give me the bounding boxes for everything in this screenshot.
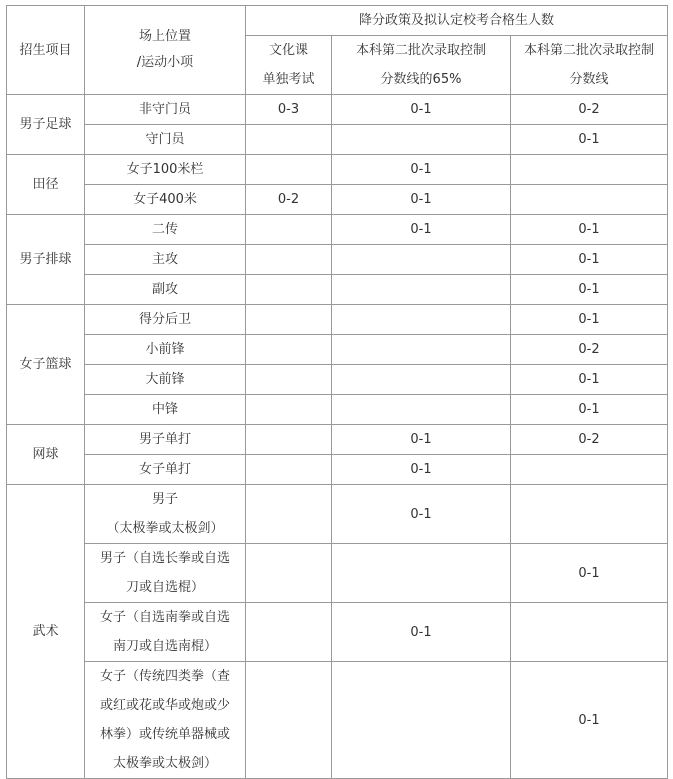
line-cell	[511, 485, 668, 544]
table-row	[7, 185, 668, 215]
position-cell	[85, 395, 246, 425]
p65-cell: 0-1	[332, 485, 511, 544]
p65-cell	[332, 335, 511, 365]
table-row	[7, 245, 668, 275]
line-cell	[511, 455, 668, 485]
line-cell: 0-1	[511, 395, 668, 425]
position-line: 或红或花或华或炮或少	[99, 698, 230, 713]
table-row	[7, 662, 668, 779]
line-cell: 0-1	[511, 365, 668, 395]
position-line: 大前锋	[145, 372, 185, 387]
culture-cell	[246, 455, 332, 485]
position-line: 主攻	[151, 252, 178, 267]
culture-cell	[246, 395, 332, 425]
position-cell	[85, 455, 246, 485]
position-line: 刀或自选棍）	[125, 580, 204, 595]
culture-cell	[246, 125, 332, 155]
header-65	[332, 36, 511, 95]
position-line: 守门员	[145, 132, 185, 147]
position-line: （太极拳或太极剑）	[106, 521, 224, 536]
table-row	[7, 485, 668, 544]
header-culture-line: 文化课	[268, 43, 308, 58]
line-cell: 0-1	[511, 662, 668, 779]
position-cell	[85, 305, 246, 335]
p65-cell	[332, 245, 511, 275]
culture-cell	[246, 662, 332, 779]
line-cell: 0-1	[511, 275, 668, 305]
header-culture-line: 单独考试	[262, 72, 315, 87]
line-cell: 0-1	[511, 215, 668, 245]
position-cell	[85, 95, 246, 125]
line-cell	[511, 155, 668, 185]
position-line: 女子100米栏	[126, 162, 204, 177]
table-row	[7, 215, 668, 245]
culture-cell	[246, 603, 332, 662]
position-line: 林拳）或传统单器械或	[99, 727, 230, 742]
table-row	[7, 155, 668, 185]
header-position-line: 场上位置	[138, 29, 191, 44]
sport-cell: 武术	[7, 485, 85, 779]
p65-cell: 0-1	[332, 155, 511, 185]
position-cell	[85, 185, 246, 215]
table-row	[7, 95, 668, 125]
sport-cell: 女子篮球	[7, 305, 85, 425]
sport-cell: 网球	[7, 425, 85, 485]
line-cell: 0-2	[511, 335, 668, 365]
culture-cell	[246, 335, 332, 365]
p65-cell	[332, 544, 511, 603]
culture-cell: 0-2	[246, 185, 332, 215]
position-cell	[85, 125, 246, 155]
p65-cell: 0-1	[332, 215, 511, 245]
position-line: 副攻	[151, 282, 178, 297]
position-line: 太极拳或太极剑）	[112, 756, 217, 771]
table-row	[7, 603, 668, 662]
culture-cell	[246, 544, 332, 603]
position-cell	[85, 485, 246, 544]
sport-cell: 男子足球	[7, 95, 85, 155]
table-row	[7, 335, 668, 365]
p65-cell: 0-1	[332, 455, 511, 485]
table-row	[7, 425, 668, 455]
header-line-line: 本科第二批次录取控制	[523, 43, 654, 58]
header-culture	[246, 36, 332, 95]
position-line: 男子	[151, 492, 178, 507]
position-line: 南刀或自选南棍）	[112, 639, 217, 654]
position-cell	[85, 155, 246, 185]
line-cell	[511, 185, 668, 215]
header-row-1	[7, 6, 668, 36]
p65-cell	[332, 395, 511, 425]
p65-cell	[332, 125, 511, 155]
p65-cell: 0-1	[332, 603, 511, 662]
header-line-line: 分数线	[569, 72, 609, 87]
header-policy: 降分政策及拟认定校考合格生人数	[246, 6, 668, 36]
header-65-line: 分数线的65%	[380, 72, 462, 87]
position-cell	[85, 245, 246, 275]
sport-cell: 田径	[7, 155, 85, 215]
position-line: 男子单打	[138, 432, 191, 447]
position-cell	[85, 335, 246, 365]
culture-cell	[246, 215, 332, 245]
header-project: 招生项目	[7, 6, 85, 95]
culture-cell: 0-3	[246, 95, 332, 125]
position-line: 女子单打	[138, 462, 191, 477]
culture-cell	[246, 365, 332, 395]
line-cell: 0-2	[511, 425, 668, 455]
header-position	[85, 6, 246, 95]
culture-cell	[246, 485, 332, 544]
table-row	[7, 275, 668, 305]
position-cell	[85, 425, 246, 455]
table-row	[7, 125, 668, 155]
position-cell	[85, 365, 246, 395]
culture-cell	[246, 425, 332, 455]
table-row	[7, 395, 668, 425]
line-cell: 0-2	[511, 95, 668, 125]
table-row	[7, 455, 668, 485]
line-cell: 0-1	[511, 245, 668, 275]
position-cell	[85, 603, 246, 662]
table-row	[7, 365, 668, 395]
p65-cell	[332, 305, 511, 335]
culture-cell	[246, 275, 332, 305]
culture-cell	[246, 245, 332, 275]
table-row	[7, 305, 668, 335]
p65-cell	[332, 365, 511, 395]
p65-cell	[332, 662, 511, 779]
line-cell: 0-1	[511, 305, 668, 335]
table-row	[7, 544, 668, 603]
position-line: 女子（自选南拳或自选	[99, 610, 230, 625]
position-cell	[85, 662, 246, 779]
position-line: 男子（自选长拳或自选	[99, 551, 230, 566]
position-line: 得分后卫	[138, 312, 191, 327]
admission-policy-table	[6, 5, 668, 779]
sport-cell: 男子排球	[7, 215, 85, 305]
position-line: 女子400米	[133, 192, 197, 207]
culture-cell	[246, 305, 332, 335]
position-line: 小前锋	[145, 342, 185, 357]
p65-cell: 0-1	[332, 185, 511, 215]
header-position-line: /运动小项	[136, 55, 194, 70]
position-line: 中锋	[151, 402, 178, 417]
position-cell	[85, 215, 246, 245]
line-cell: 0-1	[511, 125, 668, 155]
culture-cell	[246, 155, 332, 185]
p65-cell	[332, 275, 511, 305]
position-line: 非守门员	[138, 102, 191, 117]
position-line: 二传	[151, 222, 178, 237]
header-line	[511, 36, 668, 95]
position-cell	[85, 275, 246, 305]
p65-cell: 0-1	[332, 95, 511, 125]
position-line: 女子（传统四类拳（查	[99, 669, 230, 684]
line-cell: 0-1	[511, 544, 668, 603]
line-cell	[511, 603, 668, 662]
p65-cell: 0-1	[332, 425, 511, 455]
header-65-line: 本科第二批次录取控制	[355, 43, 486, 58]
position-cell	[85, 544, 246, 603]
